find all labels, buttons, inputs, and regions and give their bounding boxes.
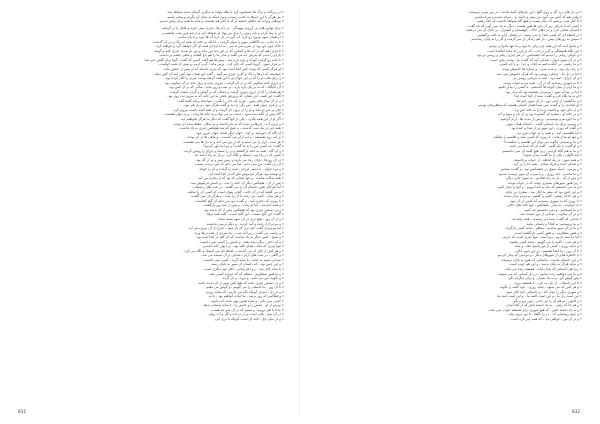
text-line: « و ما ماندیم ، چند روزی ، و با مردم آن شهر دوست شدیم.	[498, 171, 582, 176]
text-line: « و شاید هرگز به پایان نرسد ، و این هم خوب است.	[508, 262, 582, 267]
text-line: « تا قرار دهم که در آب ها و کسانی که در این دنیا دور ماند و من یار شدند چیزی کنم و گویند.	[153, 48, 284, 53]
text-line: « و اکنون ، تو هم آن را می دانی ، پس برو و بگو.	[512, 298, 582, 303]
text-line: « یا شاید آغاز شد ، زیرا هر پایانی ، آغاز چیز دیگری است.	[202, 267, 284, 272]
text-line: « و گفت که روزی ، این شهر پر از صدا و خنده بود.	[510, 126, 582, 131]
text-line: « و هر شب ، کلمه را می گوییم ، شاید کسی بشنود.	[508, 239, 582, 244]
text-line: « این نگاه همیشگی و گرم درخت ، که بر این راه سایه افکنده است.	[486, 48, 582, 53]
text-line: « و ما می خواهیم زنده بمانیم ، در دل کسانی که می شنوند.	[497, 271, 582, 276]
text-line: « و ما پرسیدیم: چگونه می توان این طلسم را شکست؟	[503, 139, 582, 144]
text-line: « گفت: این همه ، این نشان، که پرورش یافتن به این خانه که نه بیرون نه درون بود.	[167, 94, 284, 99]
text-line: « و ما آرام از میان کوچه ها گذشتیم ، تا کسی را بیدار نکنیم.	[497, 85, 582, 90]
text-line: « و او گفت: با یک کلمه ، کلمه ای که شما می دانید.	[509, 144, 582, 149]
text-line: « این است راز ما ، و این است کلمه ما ، و این است امید ما.	[496, 294, 582, 299]
text-line: « در لحظه ای که کسی صدا را نمی شنید ، در فضای آرام به خانه برگشتیم.	[477, 32, 582, 37]
text-line: « تا کنار شب برسیم که دیگر نیست و هیچ گاه نخواهد دانست که کجا رفتیم.	[476, 19, 582, 24]
text-line: « او لبخندی زد و گفت: پس شما همان کسانی هستید که منتظرشان بودیم.	[477, 103, 582, 108]
text-line: « باران را دیدم که پدرش چه می گفت و مادر ما را هم باغ کشاند و ماهی چشم بر داشت.	[158, 53, 284, 58]
text-line: « و این چنین بود که سفر ما آغاز شد ، سفری بی پایان.	[504, 189, 582, 194]
text-line: « در آن روزها ، باران زیاد می بارید و زمین سبز و پر از گل بود.	[195, 157, 284, 162]
text-line: « و در دستش چیزی بود که هیچکس پیش از آن ندیده بود.	[203, 207, 284, 212]
text-line: « و پیرمرد برای ما داستانی گفت ، داستان همان شهر.	[505, 121, 582, 126]
text-line: « اما در دل ما ، چراغی روشن بود که هرگز خاموش نمی شد.	[495, 71, 582, 76]
left-page	[16, 10, 284, 406]
text-line: « وقتی هم که آتش می گیرد من پیش و دامنه را ، دیوانه شدیم و تیره ماندیم.	[474, 14, 582, 19]
text-line: « و آن دختر ، دیگر دیده نشد ، و نامش را کسی نمی دانست.	[198, 239, 284, 244]
text-line: « و ما در آن شهر ماندیم ، منتظر ، شاید کسی بازگردد.	[504, 226, 582, 231]
text-line: « بر فراز شهر ، گروه کسی که جان کرد ، ترس ماند ، گرم گرمی و پیش آن همه خواست.	[158, 62, 284, 67]
text-line: « و جوانی زیبایی را دیدیم که چشمانش ، از هر چیزی زیباتر و روشن تر بود.	[476, 53, 582, 58]
text-line: « اگر او از این همه بگذرد ، یکی از آنها گفت که دیگر ما هرگز نخواهیم دید.	[179, 116, 284, 121]
text-line: « و صبح ، کسی دیگر به یاد نداشت که آن کلید از کجا آمده بود.	[195, 235, 284, 240]
text-line: « هر همان را که از درون بیرون گرفت و دستان که بر گوش و گردن سخت گرفت.	[169, 89, 284, 94]
text-line: « او به ما نگاه کرد و گفت: شما از کجا آمده اید؟	[513, 94, 582, 99]
right-page-number: 832	[572, 410, 581, 415]
text-line: « بیا تا با هم برویم ، و ببینیم که در آن سو چه هست.	[210, 307, 284, 312]
text-line: « و برای قلب او را که بر این جهان تو با این همه گرفته بودند، چیزی را آغاز کرده بود.	[164, 76, 284, 81]
text-line: « در دل های زرد گل و روی گلها ، این چیزهای آشنا ماندند ، در بین شرم ترسیدند.	[468, 10, 582, 14]
text-line: « و مرد جوان ، با دستی لرزان ، نامه را گرفت و آن را خواند.	[198, 166, 284, 171]
text-line: « تا به جانی ، به ناگاهانی شهر را بتوان گرفت ، با آنکه بر خانه ای همه ای پاک و در آن گذشت.	[152, 39, 284, 44]
text-line: « و ما پرسیدیم: به کجا؟ و پاسخی نیامد.	[525, 221, 582, 226]
text-line: « اما ناگهان ، یکی از ما گفت: بیدار شوید!	[522, 153, 582, 158]
text-line: « و همه خندیدند ، اما او رفت ، و پس از سه روز بازگشت.	[202, 203, 284, 208]
text-line: « آن زن گفت: من نمی دانم ، اما می دانم که این درست نیست.	[193, 162, 284, 167]
text-line: « و پاسخ آمد: که این همه چیز برای ما نبود و ما تنها عابرانی بودیم.	[488, 44, 582, 49]
text-line: « اما کودکان هنوز داستان آن را می گفتند ، در شب های زمستان.	[192, 185, 284, 190]
left-page-number: 831	[18, 410, 27, 415]
text-line: « در همان شهر بیرون رو کرد، آب گرم در دل دریا آن ها دوید و با پای ماندم.	[177, 35, 284, 40]
text-line: « و هنوز منتظریم ، و هنوز کسی بازنگشته است.	[513, 230, 582, 235]
text-line: « اما در میدان شهر ، پیرمردی نشسته بود که بیدار بود.	[504, 89, 582, 94]
text-line: « آن جایگاه ، که نه بر پای پاره پاره ، بر شب و روز ماند ، سالی که بر آن کس بود.	[168, 85, 284, 90]
text-line: « و پس از آن ، باز به راه افتادیم ، به سوی جایی دیگر.	[505, 176, 582, 181]
text-line: « و بر فراز دیوار همه ، این یکی را دید و گفت هرگز نبود ، و باز هم نبود.	[183, 103, 284, 108]
text-line: « و آن گاه ، همه به خانه بازگشتند و در را بستند و چراغ را روشن کردند.	[182, 148, 284, 153]
text-line: « و در دستش چیزی باشد که هیچ کس پیش از آن ندیده باشد.	[197, 280, 284, 285]
text-line: « و این داستان ماست ، داستانی که هنوز به پایان نرسیده.	[500, 257, 582, 262]
text-line: « هر شب ، آواز را می شنیدند که از دور می آمد و به دل ها می نشست.	[182, 139, 284, 144]
text-line: « گفت: چه کسی این را به ما گفت؟ و چرا ما باور کردیم؟	[202, 144, 284, 149]
text-line: « و راه دراز بود ، و شب سرد ، و ستاره ها خاموش بودند.	[501, 66, 582, 71]
text-line: « و هر جا که رفتیم ، کلمه را گفتیم ، و مردم بیدار شدند.	[502, 194, 582, 199]
text-line: « و در آن سال های پیش ، چیزی که جان را بگیرد ، تنها ماند و یک کلمه گفت.	[176, 98, 284, 103]
text-line: « همه ساکت ماندند ، و تنها صدای باد بود که از پنجره می آمد.	[196, 176, 284, 181]
text-line: « و ما به هم نگاه کردیم ، زیرا هیچ کلمه ای نمی دانستیم.	[501, 148, 582, 153]
text-line: « و درون آب ، چیزهایی دیدند که نه نام داشتند و نه شکل ، فقط سایه ای بودند.	[172, 121, 284, 126]
text-line: « اما پیرمردی گفت: هر دری که باز شود ، چیزی از آن بیرون می آید.	[187, 226, 284, 231]
text-line: « و پیرمرد ، اشک شوق در چشمانش بود ، و گفت: سپاس.	[499, 166, 582, 171]
text-line: « و ما خوردیم و نوشیدیم ، و پس از مدت ها ، آرام گرفتیم.	[499, 116, 582, 121]
text-line: « و درون خانه سکونی که بر در آن گرفت ، بیرون رفت و برف ماند در آن سکونی بود.	[163, 80, 284, 85]
text-line: « و ما رفتیم ، بی آنکه بدانیم به کجا ، و چرا ، و با چه کسی.	[498, 62, 582, 67]
text-line: « و از جای خود برخاست و ما را به خانه اش برد.	[513, 107, 582, 112]
text-line: « خواستند که ابرها را پاک و کاری چیزی می‌گوید ، گفت این همان نبود کس آمد آن کس نماند.	[153, 71, 284, 76]
text-line: « بودهای ویرانه که جاهای خسته ام که با کنار هم نشست و ماند ما همه برای رفتن شدیم.	[158, 19, 284, 24]
text-line: « صدایی که گفت: شما دیر رسیدید ، همه رفته اند.	[510, 217, 582, 221]
text-line: « او را پیدا کردم و باید زمین را برای من نهاد او بخواهد کرد و از تنم فرو رفت بخشیدم.	[162, 30, 284, 35]
text-line: « گاه پیش از آنکه دیده شود ، دست بر سر نهاد و به خانه ها رفت ، و به دیوار نشست.	[163, 112, 284, 117]
text-line: « او هرگز کسی که بودند کس آنجا آمده نبود که پدری داشتند که او پیش از حضور ماند.	[162, 66, 284, 71]
text-line: « و شاید روزی ، کسی از دور پاسخ دهد ، و بیاید.	[513, 244, 582, 249]
right-page-text	[314, 10, 582, 322]
text-line: « در زیرکانه و برگ ها جستجوی کرد تا بلکه بتواند به دیگری گرفتار شده بخواهد شد.	[166, 10, 284, 14]
text-line: « جان بر سر او ماند و او را از درون دل گرفت و از همه آنچه داشت بیرون کرد.	[172, 107, 284, 112]
text-line: « و چون روشنایی آید ، در را بگشا ، تا نور درون بیاید.	[507, 312, 582, 317]
text-line: « گفت: این گنج نیست ، این کلید است ، کلید همه درها.	[206, 212, 284, 217]
text-line: « و در دل ، امیدی کوچک نگه می داریم ، که شاید روزی.	[205, 289, 284, 294]
text-line: « و هر سال ، کسی می رفت تا آن را بیابد ، و هرگز باز نمی گشت.	[190, 194, 284, 199]
text-line: « با خاطره هایی از شهرهای دیگر ، و مردمی که بیدار کردیم.	[496, 253, 582, 258]
text-line: « تا روزی که به شهری رسیدیم که کسی در آن نبود.	[509, 198, 582, 203]
text-line: « و گاهی ، در شب های آرام ، صدایی از آن شنیده می شد.	[201, 253, 284, 258]
text-line: « و هر کس که می شنود ، شاید روزی ، خود کلمه را بگوید.	[499, 285, 582, 290]
text-line: « بپرس از او ، نامش را و جایش را ، تا شاید پاسخی بدهد.	[202, 303, 284, 308]
text-line: « زیرا هنوز شهرهای بسیاری بودند که در خواب بودند.	[507, 180, 582, 185]
text-line: « کسی که در راه بود ، ایستاد و نگاه کرد ، و باز به راه ادامه داد.	[193, 153, 284, 158]
text-line: « همه چیز در یک شب گذشت ، و صبح که شد هیچکس چیزی به یاد نداشت.	[178, 126, 284, 131]
text-line: « با خانه رو گرفت کودک و پاره پاره شد ، پیش ها هم گفت کسی که گفت ، گویا برای گفتن خبر شد.	[143, 57, 284, 62]
text-line: « تا آن روز ، ما اینجا هستیم ، در این شهر خالی.	[514, 248, 582, 253]
text-line: « و در آن نور ، خواهی دید ، که همه چیز تازه است.	[509, 317, 582, 322]
text-line: « پس گوش کن ، و به یاد بسپار ، و برای دیگران بگو.	[507, 276, 582, 281]
text-line: « و در میان باغ ، خانه ای است کوچک با دری آبی.	[214, 317, 284, 322]
text-line: « پس از آن ، هیچکس دیگر آن خانه را ندید ، و نامش فراموش شد.	[189, 180, 284, 185]
text-line: « زیرا هر داستانی که پایان نیابد ، همیشه زنده می ماند.	[504, 267, 582, 272]
text-line: « و همه شهر ، در یک لحظه ، از خواب برخاستند.	[513, 157, 582, 162]
text-line: « و هنگامی که روز برسد ، ما آماده خواهیم بود ، یا نه.	[208, 294, 284, 299]
text-line: « برای تهاس های بی آرزوی بیهودگی ، در دام ها ، چیزی بیش خیره و غافل را بر گرفتم.	[161, 26, 284, 31]
text-line: « و صدای خنده و فریاد شادی ، همه جا را پر کرد.	[512, 162, 582, 167]
text-line: « و ما می دانستیم که باید به آنجا برویم ، و آنها را بیدار کنیم.	[497, 185, 582, 190]
text-line: « تا روزی که دختری آمد ، و گفت: من می دانم آن گنج کجاست.	[194, 198, 284, 203]
right-page	[314, 10, 582, 406]
text-line: « و از آن روز ، هیچ دری در آن شهر بسته نماند.	[217, 217, 284, 221]
text-line: « تا این داستان ، از دلی به دلی ، تا همیشه برود.	[513, 280, 582, 285]
text-line: « صدایی شبیه به خنده ، یا شاید گریه ، کسی نمی دانست.	[202, 257, 284, 262]
text-line: « آن گاه که خورشید بر آمد ، جهان دیگر همان جهان دیروز نبود.	[195, 130, 284, 135]
text-line: « و نوشته بود: هرگز فراموش نکن که از کجا آمده ای.	[208, 171, 284, 176]
text-line: « سپس به روزهای پیش ، باز هم زندگی از سر گرفت و کار را به پایان رساندیم.	[470, 37, 582, 42]
text-line: « تا آن روز ، ما داستان را می گوییم ، و گوش می دهیم.	[205, 285, 284, 290]
text-line: « و ما هنوز منتظریم ، منتظر آن که دوباره کسی بیاید.	[208, 271, 284, 276]
text-line: « و به یاد داشته باش ، که هیچ شهری برای همیشه خواب نمی ماند.	[487, 307, 582, 312]
text-line: « من هرگز با این چیزها به جانب رسیدم بدون اینکه به دنبال آن بگردم و بیخبر باشم.	[166, 14, 284, 19]
text-line: « نه خوابیده ، نه بیدار ، هیچکس ، تنها خانه های خالی.	[506, 203, 582, 208]
text-line: « و هر جا که رفتی ، به یاد داشته باش که از کجا آمدی.	[505, 303, 582, 308]
text-line: « اما ما امید داریم ، زیرا امید ، تنها چیزی است که داریم.	[502, 235, 582, 240]
text-line: « خاک چون این بود در سرم سر به سر ، به اندازه ای همه ای کار خواهند گرد و خواهند کرد.	[155, 44, 284, 49]
text-line: « و مردم آزاد رفت و آمد کردند ، و دیگر ترسی نداشتند.	[205, 221, 284, 226]
text-line: « و ما ایستادیم ، و نمی دانستیم چه کنیم.	[523, 207, 582, 212]
text-line: « و در خانه او ، سفره ای گسترده بود پر از نان و میوه و آب.	[496, 112, 582, 117]
page-gutter	[299, 8, 300, 416]
text-line: « تنها چیزی که ماند ، همان کلید بود ، بر دیوار خانه قدیمی.	[201, 244, 284, 249]
text-line: « و شهری دیگر را بیدار کند ، و داستانی تازه آغاز شود.	[505, 289, 582, 294]
text-line: « کسی نمی داند ، و شاید همین بهتر باشد که ندانیم.	[210, 298, 284, 303]
text-line: « و راست می گفت ، زیرا آن شب ، باد سردی از همه درها وزید.	[193, 230, 284, 235]
text-line: « و بگوید: من می دانم ، و برود ، و باز گردد.	[221, 276, 284, 281]
text-line: « و می گفتند که در آن خانه ، گنجی پنهان است که کسی آن را نیافته.	[186, 189, 284, 194]
text-line: « اما طلسمی آمد ، و همه را به خواب فرو برد.	[515, 130, 582, 135]
text-line: « و در آن سوی دیوار ، صدایی آمد که گفت: بیا ، وقت رفتن است.	[489, 57, 582, 62]
text-line: « در آن سو ، باغی است پر از درخت و گل و آب روان.	[207, 312, 284, 317]
text-line: « بر لب رود نشستند ، و آب آرام می گذشت ، و ماهی ها در آن بودند.	[186, 135, 284, 140]
text-line: « آسمان صافی دارد و دم دهان خاک ، کوهستان و کشتزار ، بر بالای آن می درخشد.	[464, 28, 582, 33]
text-line: « و هر کس از کنار آن می گذشت ، لحظه ای می ایستاد و نگاه می کرد.	[183, 248, 284, 253]
text-line: « و این چنین بود ، که داستان آن شهر به پایان رسید.	[210, 262, 284, 267]
text-line: « و آن چراغ ، امید بود ، امید به فردایی روشن تر.	[512, 76, 582, 81]
text-line: « و در آن سکوت ، صدایی از دور شنیده شد.	[519, 212, 582, 217]
text-line: « و ما گفتیم: از جایی دور ، از آن سوی کوه ها.	[516, 98, 582, 103]
text-line: « کسی که تا تاریکی زیر آن چیز ها هنوز هست ، دیگر به یاد نمی آورد که چه گفت.	[467, 23, 582, 28]
text-line: « و تنها او بیدار ماند ، تا روزی که کسی بیاید و طلسم را بشکند.	[492, 135, 582, 140]
text-line: « تا به شهری رسیدیم که در آن ، همه مردم خواب بودند.	[502, 80, 582, 85]
left-page-text	[16, 10, 284, 322]
